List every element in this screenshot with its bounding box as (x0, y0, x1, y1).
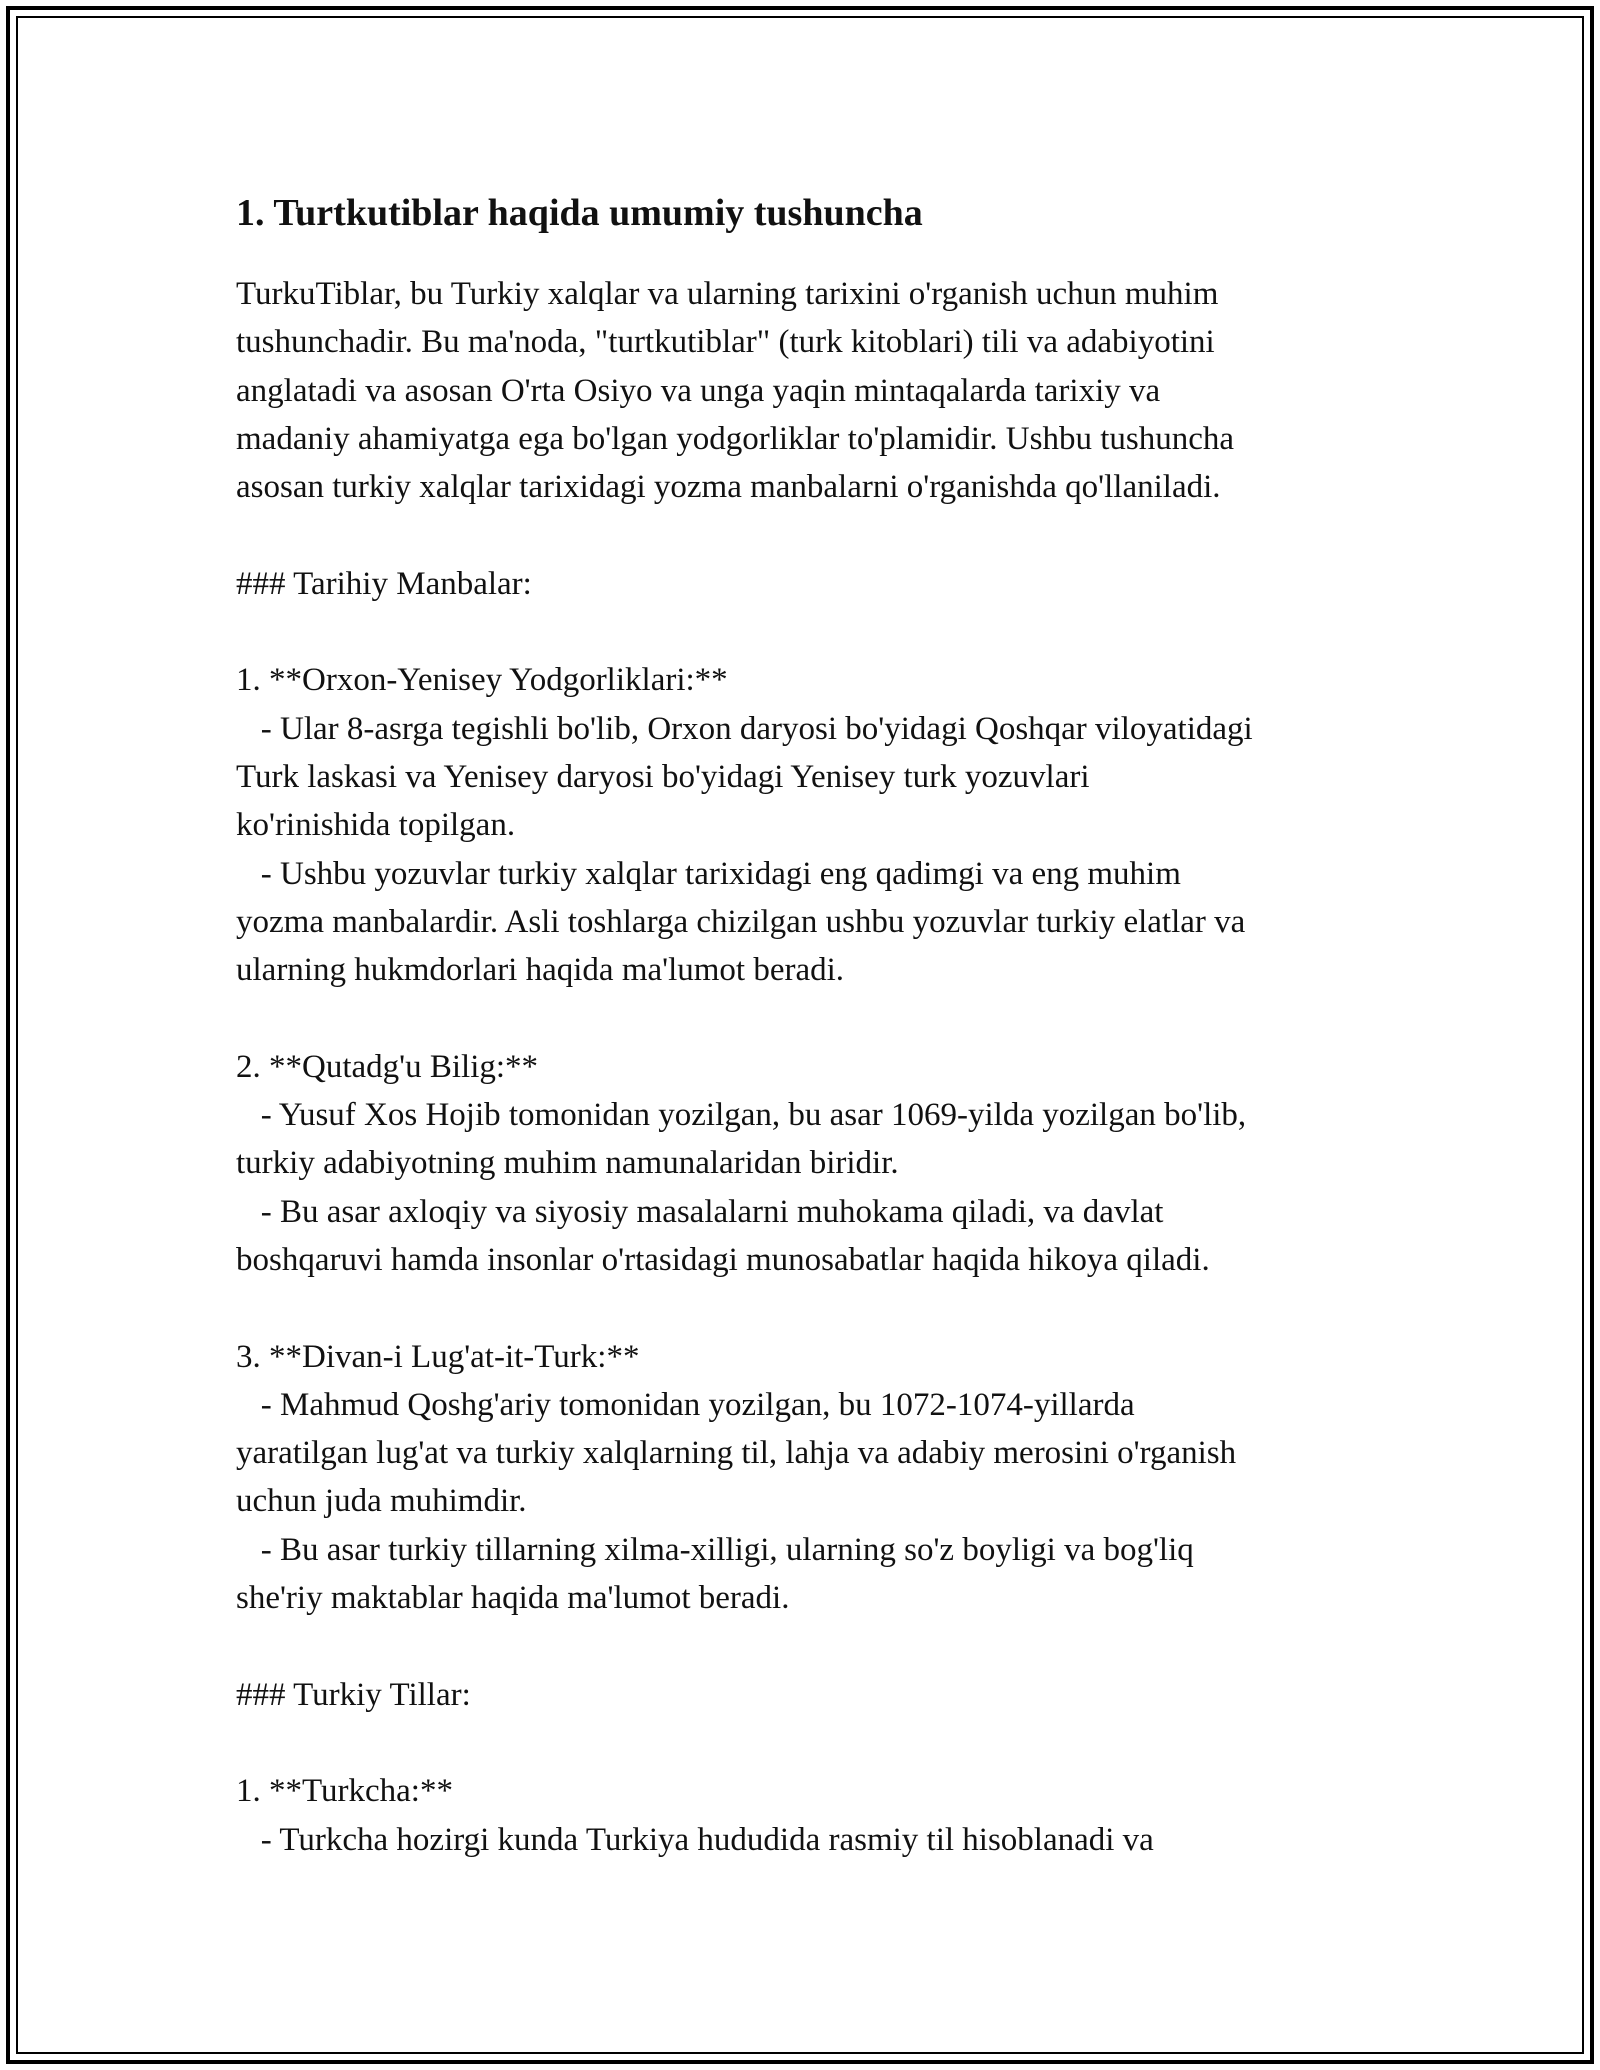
blank-line (236, 1622, 1386, 1670)
document-title: 1. Turtkutiblar haqida umumiy tushuncha (236, 192, 923, 234)
text-line: yozma manbalardir. Asli toshlarga chizilgan ushbu yozuvlar turkiy elatlar va (236, 903, 1246, 940)
text-line: she'riy maktablar haqida ma'lumot beradi. (236, 1580, 790, 1617)
text-line: boshqaruvi hamda insonlar o'rtasidagi munosabatlar haqida hikoya qiladi. (236, 1241, 1210, 1278)
text-line: - Mahmud Qoshg'ariy tomonidan yozilgan, bu 1072-1074-yillarda (236, 1386, 1135, 1423)
text-line: - Ushbu yozuvlar turkiy xalqlar tarixidagi eng qadimgi va eng muhim (236, 855, 1181, 892)
text-line: uchun juda muhimdir. (236, 1483, 527, 1520)
text-line: 3. **Divan-i Lug'at-it-Turk:** (236, 1338, 640, 1375)
text-line: TurkuTiblar, bu Turkiy xalqlar va ularning tarixini o'rganish uchun muhim (236, 276, 1219, 312)
text-line: yaratilgan lug'at va turkiy xalqlarning til, lahja va adabiy merosini o'rganish (236, 1435, 1237, 1472)
blank-line (236, 1719, 1386, 1767)
text-line: - Ular 8-asrga tegishli bo'lib, Orxon daryosi bo'yidagi Qoshqar viloyatidagi (236, 710, 1253, 747)
text-line: madaniy ahamiyatga ega bo'lgan yodgorliklar to'plamidir. Ushbu tushuncha (236, 420, 1234, 457)
text-line: 1. **Turkcha:** (236, 1773, 453, 1810)
text-line: - Bu asar axloqiy va siyosiy masalalarni muhokama qiladi, va davlat (236, 1193, 1164, 1230)
text-line: - Turkcha hozirgi kunda Turkiya hududida rasmiy til hisoblanadi va (236, 1821, 1154, 1858)
text-line: anglatadi va asosan O'rta Osiyo va unga yaqin mintaqalarda tarixiy va (236, 372, 1161, 409)
text-line: 2. **Qutadg'u Bilig:** (236, 1048, 539, 1085)
blank-line (236, 994, 1386, 1042)
text-line: ko'rinishida topilgan. (236, 807, 516, 844)
text-line: asosan turkiy xalqlar tarixidagi yozma manbalarni o'rganishda qo'llaniladi. (236, 469, 1221, 506)
document-body (236, 188, 1386, 1864)
text-line: ularning hukmdorlari haqida ma'lumot beradi. (236, 952, 845, 989)
text-line: 1. **Orxon-Yenisey Yodgorliklari:** (236, 662, 728, 699)
blank-line (236, 511, 1386, 559)
blank-line (236, 1284, 1386, 1332)
text-line: turkiy adabiyotning muhim namunalaridan biridir. (236, 1145, 899, 1182)
text-line: tushunchadir. Bu ma'noda, "turtkutiblar" (turk kitoblari) tili va adabiyotini (236, 324, 1215, 361)
text-line: Turk laskasi va Yenisey daryosi bo'yidagi Yenisey turk yozuvlari (236, 758, 1090, 795)
document-text (236, 270, 1386, 1864)
text-line: - Yusuf Xos Hojib tomonidan yozilgan, bu asar 1069-yilda yozilgan bo'lib, (236, 1097, 1247, 1134)
text-line: ### Tarihiy Manbalar: (236, 565, 532, 602)
text-line: ### Turkiy Tillar: (236, 1676, 471, 1713)
blank-line (236, 608, 1386, 656)
text-line: - Bu asar turkiy tillarning xilma-xilligi, ularning so'z boyligi va bog'liq (236, 1531, 1194, 1568)
